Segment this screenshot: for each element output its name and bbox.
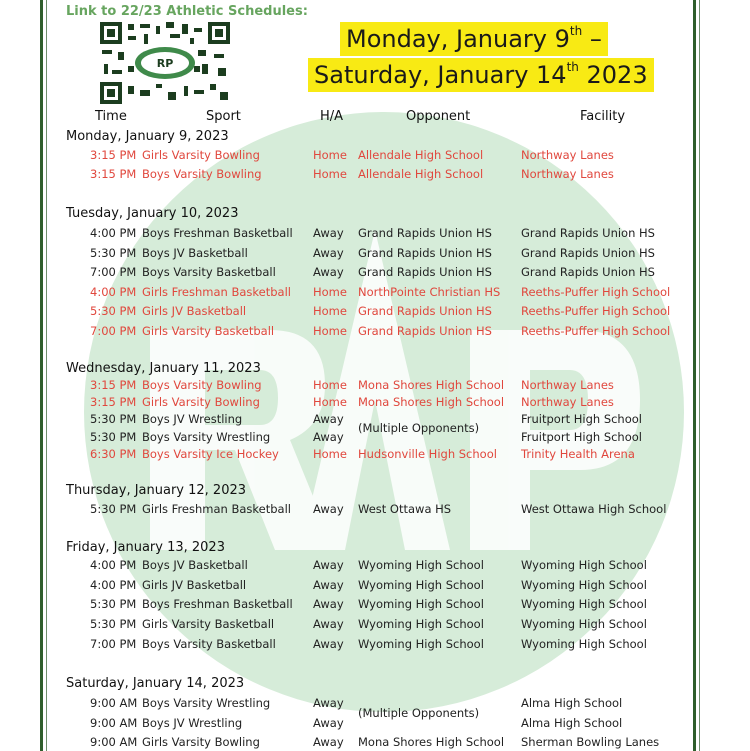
event-sport: Boys JV Wrestling (142, 412, 243, 427)
event-time: 5:30 PM (90, 502, 137, 516)
event-facility: Alma High School (521, 715, 623, 730)
event-time: 4:00 PM (90, 577, 137, 592)
event-sport: Girls Varsity Basketball (142, 323, 275, 338)
event-opponent: Allendale High School (358, 167, 484, 181)
event-opponent: Grand Rapids Union HS (358, 265, 492, 279)
header-opponent: Opponent (406, 109, 471, 124)
event-ha: Away (313, 735, 344, 749)
event-ha: Away (313, 558, 344, 572)
event-ha: Away (313, 715, 344, 730)
event-time: 4:00 PM (90, 558, 137, 572)
event-sport: Girls JV Basketball (142, 304, 247, 318)
schedule-link-label[interactable]: Link to 22/23 Athletic Schedules: (66, 4, 308, 19)
day-heading: Monday, January 9, 2023 (66, 129, 229, 144)
event-time: 7:00 PM (90, 265, 137, 279)
event-opponent: Wyoming High School (358, 558, 484, 572)
day-heading: Wednesday, January 11, 2023 (66, 361, 261, 376)
event-opponent: Wyoming High School (358, 617, 484, 632)
event-sport: Boys Freshman Basketball (142, 597, 293, 612)
event-opponent: Grand Rapids Union HS (358, 226, 492, 240)
event-opponent: NorthPointe Christian HS (358, 284, 501, 299)
event-sport: Boys JV Wrestling (142, 715, 243, 730)
event-sport: Boys JV Basketball (142, 245, 248, 260)
event-facility: Northway Lanes (521, 378, 614, 392)
event-facility: Northway Lanes (521, 148, 614, 162)
event-ha: Away (313, 577, 344, 592)
event-ha: Away (313, 245, 344, 260)
event-time: 3:15 PM (90, 167, 137, 181)
event-sport: Girls Varsity Basketball (142, 617, 275, 632)
event-sport: Boys Varsity Bowling (142, 378, 262, 392)
title-line-1: Monday, January 9th – (340, 22, 608, 56)
event-sport: Girls Freshman Basketball (142, 502, 291, 516)
event-opponent: Allendale High School (358, 148, 484, 162)
event-facility: Grand Rapids Union HS (521, 265, 655, 279)
event-time: 5:30 PM (90, 597, 137, 612)
event-ha: Away (313, 636, 344, 651)
svg-text:RP: RP (156, 57, 174, 70)
event-ha: Away (313, 696, 344, 710)
day-heading: Thursday, January 12, 2023 (66, 483, 247, 498)
day-heading: Tuesday, January 10, 2023 (66, 206, 239, 221)
event-time: 6:30 PM (90, 446, 137, 461)
event-facility: Grand Rapids Union HS (521, 245, 655, 260)
event-facility: Northway Lanes (521, 395, 614, 410)
event-opponent: Hudsonville High School (358, 446, 497, 461)
event-ha: Home (313, 284, 347, 299)
event-sport: Boys Varsity Wrestling (142, 696, 271, 710)
event-time: 9:00 AM (90, 735, 138, 749)
event-opponent: Grand Rapids Union HS (358, 323, 492, 338)
event-sport: Boys Varsity Basketball (142, 265, 276, 279)
event-ha: Home (313, 304, 347, 318)
event-time: 3:15 PM (90, 378, 137, 392)
event-ha: Home (313, 148, 347, 162)
event-sport: Boys Freshman Basketball (142, 226, 293, 240)
event-time: 4:00 PM (90, 226, 137, 240)
event-facility: Wyoming High School (521, 636, 647, 651)
event-facility: Sherman Bowling Lanes (521, 735, 660, 749)
event-time: 5:30 PM (90, 429, 137, 444)
event-sport: Boys Varsity Bowling (142, 167, 262, 181)
event-ha: Away (313, 502, 344, 516)
event-time: 3:15 PM (90, 148, 137, 162)
event-sport: Girls JV Basketball (142, 577, 247, 592)
event-facility: Grand Rapids Union HS (521, 226, 655, 240)
event-time: 9:00 AM (90, 715, 138, 730)
event-ha: Away (313, 597, 344, 612)
event-sport: Girls Varsity Bowling (142, 735, 260, 749)
event-facility: Reeths-Puffer High School (521, 323, 671, 338)
event-time: 7:00 PM (90, 636, 137, 651)
event-time: 5:30 PM (90, 617, 137, 632)
event-facility: West Ottawa High School (521, 502, 667, 516)
event-facility: Fruitport High School (521, 412, 642, 427)
event-facility: Reeths-Puffer High School (521, 284, 671, 299)
event-time: 7:00 PM (90, 323, 137, 338)
event-opponent: Grand Rapids Union HS (358, 245, 492, 260)
event-ha: Away (313, 265, 344, 279)
event-ha: Home (313, 167, 347, 181)
event-facility: Northway Lanes (521, 167, 614, 181)
event-opponent: Wyoming High School (358, 636, 484, 651)
event-sport: Boys Varsity Ice Hockey (142, 446, 279, 461)
event-facility: Alma High School (521, 696, 623, 710)
event-opponent: Grand Rapids Union HS (358, 304, 492, 318)
title-line-2: Saturday, January 14th 2023 (308, 58, 654, 92)
event-facility: Wyoming High School (521, 597, 647, 612)
qr-code[interactable] (98, 20, 232, 106)
header-ha: H/A (320, 109, 344, 124)
event-facility: Reeths-Puffer High School (521, 304, 671, 318)
event-ha: Away (313, 429, 344, 444)
event-ha: Home (313, 378, 347, 392)
event-facility: Wyoming High School (521, 617, 647, 632)
event-time: 4:00 PM (90, 284, 137, 299)
event-opponent: Mona Shores High School (358, 735, 505, 749)
header-sport: Sport (206, 109, 241, 124)
event-sport: Boys JV Basketball (142, 558, 248, 572)
event-time: 5:30 PM (90, 304, 137, 318)
event-sport: Girls Freshman Basketball (142, 284, 291, 299)
event-facility: Wyoming High School (521, 558, 647, 572)
event-opponent-multiple: (Multiple Opponents) (358, 705, 480, 720)
event-sport: Girls Varsity Bowling (142, 395, 260, 410)
day-heading: Saturday, January 14, 2023 (66, 676, 245, 691)
event-opponent: Wyoming High School (358, 597, 484, 612)
event-facility: Wyoming High School (521, 577, 647, 592)
event-time: 9:00 AM (90, 696, 138, 710)
event-facility: Fruitport High School (521, 429, 642, 444)
event-facility: Trinity Health Arena (521, 446, 635, 461)
day-heading: Friday, January 13, 2023 (66, 540, 225, 555)
event-ha: Away (313, 617, 344, 632)
event-time: 3:15 PM (90, 395, 137, 410)
event-sport: Boys Varsity Basketball (142, 636, 276, 651)
event-opponent: West Ottawa HS (358, 502, 452, 516)
header-facility: Facility (580, 109, 626, 124)
event-sport: Boys Varsity Wrestling (142, 429, 271, 444)
event-sport: Girls Varsity Bowling (142, 148, 260, 162)
event-ha: Away (313, 226, 344, 240)
event-ha: Home (313, 395, 347, 410)
event-time: 5:30 PM (90, 412, 137, 427)
event-opponent: Wyoming High School (358, 577, 484, 592)
event-ha: Away (313, 412, 344, 427)
event-opponent-multiple: (Multiple Opponents) (358, 421, 480, 435)
event-opponent: Mona Shores High School (358, 378, 505, 392)
header-time: Time (95, 109, 127, 124)
event-time: 5:30 PM (90, 245, 137, 260)
event-ha: Home (313, 446, 347, 461)
event-opponent: Mona Shores High School (358, 395, 505, 410)
event-ha: Home (313, 323, 347, 338)
